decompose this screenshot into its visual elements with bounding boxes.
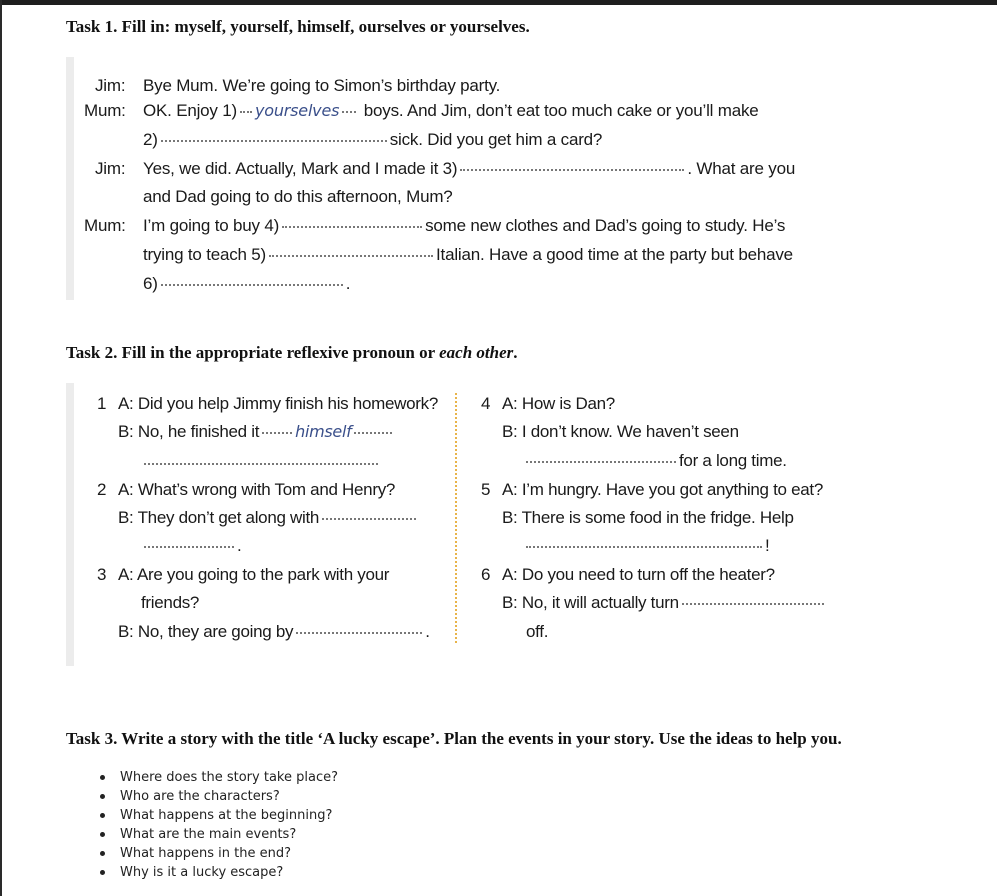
- exercise-text: for a long time.: [679, 451, 787, 470]
- ex2-line-c: [144, 536, 241, 556]
- handwritten-answer-1: yourselves: [254, 101, 340, 120]
- speaker-jim: Jim:: [95, 76, 126, 95]
- idea-item: [100, 808, 332, 823]
- task1-text: trying to teach 5): [143, 245, 267, 264]
- speaker-mum: Mum:: [84, 101, 126, 120]
- exercise-text: A: Do you need to turn off the heater?: [502, 565, 775, 584]
- task1-line-8: [143, 274, 350, 294]
- task2-title-text: Task 2. Fill in the appropriate reflexive pronoun or: [66, 343, 440, 362]
- idea-text: What happens at the beginning?: [120, 808, 333, 823]
- blank-ex6[interactable]: [682, 603, 824, 605]
- ex4-line-c: [526, 451, 787, 471]
- idea-text: What happens in the end?: [120, 846, 291, 861]
- exercise-number: 2: [97, 480, 107, 499]
- ex5-line-a: [481, 480, 824, 500]
- exercise-text: .: [425, 622, 430, 641]
- task1-line-1: [95, 76, 501, 96]
- column-separator: [455, 393, 457, 643]
- idea-item: [100, 789, 280, 804]
- left-border: [0, 0, 2, 896]
- blank-6[interactable]: [161, 284, 343, 286]
- task2-title: [66, 343, 518, 363]
- task2-side-bar: [66, 383, 74, 666]
- idea-text: Why is it a lucky escape?: [120, 865, 284, 880]
- blank-ex3[interactable]: [296, 632, 422, 634]
- exercise-number: 4: [481, 394, 491, 413]
- exercise-text: A: Did you help Jimmy finish his homework?: [118, 394, 438, 413]
- task1-text: boys. And Jim, don’t eat too much cake or you’ll make: [363, 101, 759, 120]
- task1-text: I’m going to buy 4): [143, 216, 280, 235]
- idea-item: [100, 827, 296, 842]
- blank-ex1[interactable]: [262, 432, 292, 434]
- ex3-line-a2: friends?: [141, 593, 200, 612]
- blank-ex2-line2[interactable]: [144, 546, 234, 548]
- task2-title-end: .: [513, 343, 518, 362]
- ex1-line-a: [97, 394, 438, 414]
- blank-1-tail: [342, 111, 356, 113]
- blank-ex1-line2[interactable]: [144, 463, 378, 465]
- speaker-jim: Jim:: [95, 159, 126, 178]
- exercise-text: .: [237, 536, 242, 555]
- ex5-line-b: B: There is some food in the fridge. Help: [502, 508, 794, 527]
- speaker-mum: Mum:: [84, 216, 126, 235]
- task2-title-emphasis: each other: [439, 343, 514, 362]
- blank-1[interactable]: [240, 111, 252, 113]
- bullet-icon: [100, 851, 105, 856]
- task1-text: Italian. Have a good time at the party but behave: [436, 245, 793, 264]
- idea-item: [100, 846, 291, 861]
- task1-line-4: [95, 159, 796, 179]
- ex6-line-b: [502, 593, 827, 613]
- task1-text: Yes, we did. Actually, Mark and I made it 3): [143, 159, 458, 178]
- exercise-text: A: I’m hungry. Have you got anything to eat?: [502, 480, 824, 499]
- idea-text: Where does the story take place?: [120, 770, 338, 785]
- ex4-line-a: [481, 394, 615, 414]
- task1-line-6: [84, 216, 786, 236]
- exercise-text: A: Are you going to the park with your: [118, 565, 390, 584]
- task1-text: Bye Mum. We’re going to Simon’s birthday party.: [143, 76, 501, 95]
- task1-title: Task 1. Fill in: myself, yourself, himself, ourselves or yourselves.: [66, 17, 530, 36]
- blank-ex2[interactable]: [322, 518, 416, 520]
- exercise-text: A: What’s wrong with Tom and Henry?: [118, 480, 396, 499]
- exercise-number: 3: [97, 565, 107, 584]
- bullet-icon: [100, 794, 105, 799]
- blank-3[interactable]: [460, 169, 684, 171]
- exercise-text: B: No, it will actually turn: [502, 593, 679, 612]
- exercise-number: 1: [97, 394, 107, 413]
- blank-ex4[interactable]: [526, 461, 676, 463]
- blank-5[interactable]: [269, 255, 433, 257]
- top-border: [0, 0, 997, 5]
- blank-ex5[interactable]: [526, 546, 762, 548]
- task1-text: some new clothes and Dad’s going to study. He’s: [425, 216, 786, 235]
- exercise-text: !: [765, 536, 770, 555]
- task1-text: . What are you: [687, 159, 796, 178]
- task1-line-7: [143, 245, 793, 265]
- ex2-line-a: [97, 480, 396, 500]
- task3-title: Task 3. Write a story with the title ‘A lucky escape’. Plan the events in your story. Use the ideas to help you.: [66, 729, 842, 748]
- idea-text: What are the main events?: [120, 827, 297, 842]
- ex5-line-c: [526, 536, 769, 556]
- ex2-line-b: [118, 508, 419, 528]
- blank-ex1-tail: [354, 432, 392, 434]
- idea-item: [100, 770, 338, 785]
- exercise-text: A: How is Dan?: [502, 394, 615, 413]
- task1-line-3: [143, 130, 602, 150]
- handwritten-answer-ex1: himself: [295, 422, 352, 441]
- exercise-text: B: They don’t get along with: [118, 508, 320, 527]
- task1-text: sick. Did you get him a card?: [389, 130, 603, 149]
- bullet-icon: [100, 870, 105, 875]
- task1-side-bar: [66, 57, 74, 300]
- task1-text: OK. Enjoy 1): [143, 101, 237, 120]
- task1-text: 6): [143, 274, 158, 293]
- ex6-line-a: [481, 565, 775, 585]
- exercise-text: B: No, he finished it: [118, 422, 260, 441]
- ex3-line-a: [97, 565, 390, 585]
- task1-line-2: [84, 101, 759, 121]
- task1-text: .: [345, 274, 351, 293]
- idea-text: Who are the characters?: [120, 789, 280, 804]
- idea-item: [100, 865, 283, 880]
- ex1-line-b: [118, 422, 395, 442]
- bullet-icon: [100, 775, 105, 780]
- ex3-line-b: [118, 622, 430, 642]
- bullet-icon: [100, 832, 105, 837]
- ex6-line-c: off.: [526, 622, 549, 641]
- exercise-number: 5: [481, 480, 491, 499]
- blank-2[interactable]: [161, 140, 387, 142]
- task1-text: 2): [143, 130, 158, 149]
- exercise-text: B: No, they are going by: [118, 622, 294, 641]
- blank-4[interactable]: [282, 226, 422, 228]
- task1-line-5: and Dad going to do this afternoon, Mum?: [143, 187, 453, 206]
- bullet-icon: [100, 813, 105, 818]
- ex4-line-b: B: I don’t know. We haven’t seen: [502, 422, 739, 441]
- exercise-number: 6: [481, 565, 491, 584]
